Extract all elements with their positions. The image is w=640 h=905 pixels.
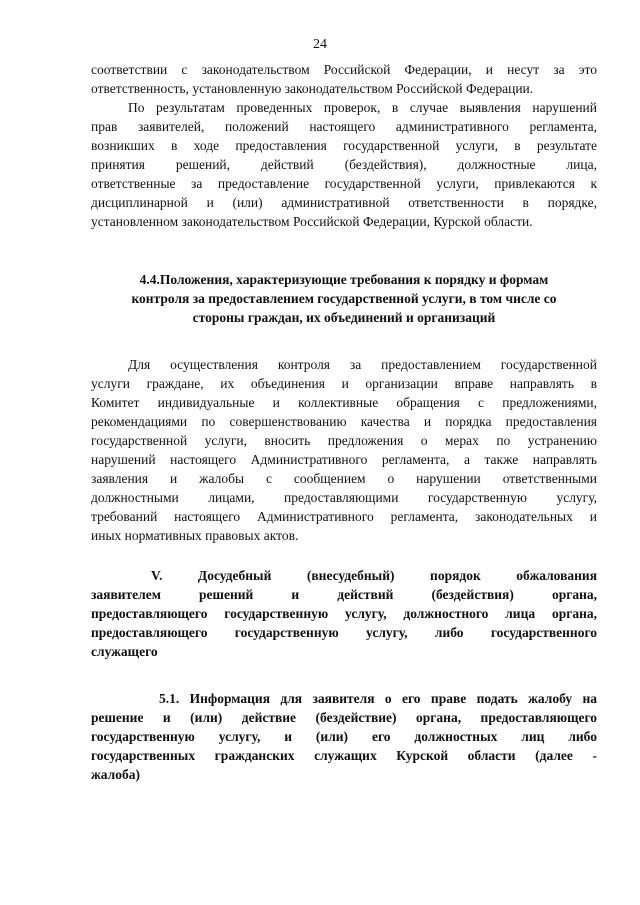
text-line: прав заявителей, положений настоящего административного регламента, <box>91 119 597 134</box>
heading-line: служащего <box>91 644 158 659</box>
heading-line: контроля за предоставлением государственной услуги, в том числе со <box>131 291 557 306</box>
heading-line: 5.1. Информация для заявителя о его праве подать жалобу на <box>159 691 597 706</box>
heading-line: предоставляющего государственную услугу, должностного лица органа, <box>91 606 597 621</box>
text-line: услуги граждане, их объединения и организации вправе направлять в <box>91 376 597 391</box>
text-line: Для осуществления контроля за предоставлением государственной <box>128 357 597 372</box>
heading-line: V. Досудебный (внесудебный) порядок обжалования <box>151 568 597 583</box>
text-line: рекомендациями по совершенствованию качества и порядка предоставления <box>91 414 597 429</box>
heading-line: предоставляющего государственную услугу, либо государственного <box>91 625 597 640</box>
text-line: принятия решений, действий (бездействия), должностные лица, <box>91 157 597 172</box>
section-heading-v <box>91 566 597 661</box>
text-line: требований настоящего Административного регламента, законодательных и <box>91 509 597 524</box>
text-line: иных нормативных правовых актов. <box>91 528 299 543</box>
heading-line: жалоба) <box>91 767 140 782</box>
text-line: государственной услуги, вносить предложения о мерах по устранению <box>91 433 597 448</box>
text-line: ответственность, установленную законодательством Российской Федерации. <box>91 81 534 96</box>
heading-line: решение и (или) действие (бездействие) органа, предоставляющего <box>91 710 597 725</box>
text-line: должностными лицами, предоставляющими государственную услугу, <box>91 490 597 505</box>
heading-line: 4.4.Положения, характеризующие требования к порядку и формам <box>139 272 549 287</box>
text-line: заявления и жалобы с сообщением о нарушении ответственными <box>91 471 597 486</box>
heading-line: стороны граждан, их объединений и организаций <box>192 310 496 325</box>
paragraph-inspection-results <box>91 98 597 231</box>
text-line: нарушений настоящего Административного регламента, а также направлять <box>91 452 597 467</box>
text-line: установленном законодательством Российской Федерации, Курской области. <box>91 214 533 229</box>
text-line: По результатам проведенных проверок, в случае выявления нарушений <box>128 100 597 115</box>
text-line: соответствии с законодательством Российской Федерации, и несут за это <box>91 62 597 77</box>
section-heading-5-1 <box>91 689 597 784</box>
heading-line: государственных гражданских служащих Курской области (далее - <box>91 748 597 763</box>
heading-line: государственную услугу, и (или) его должностных лиц либо <box>91 729 597 744</box>
section-heading-4-4 <box>91 270 597 327</box>
heading-line: заявителем решений и действий (бездействия) органа, <box>91 587 597 602</box>
paragraph-control-by-citizens <box>91 355 597 545</box>
text-line: дисциплинарной и (или) административной ответственности в порядке, <box>91 195 597 210</box>
page-number: 24 <box>313 37 327 52</box>
text-line: ответственные за предоставление государственной услуги, привлекаются к <box>91 176 597 191</box>
text-line: Комитет индивидуальные и коллективные обращения с предложениями, <box>91 395 597 410</box>
text-line: возникших в ходе предоставления государственной услуги, в результате <box>91 138 597 153</box>
paragraph-continuation <box>91 60 597 98</box>
